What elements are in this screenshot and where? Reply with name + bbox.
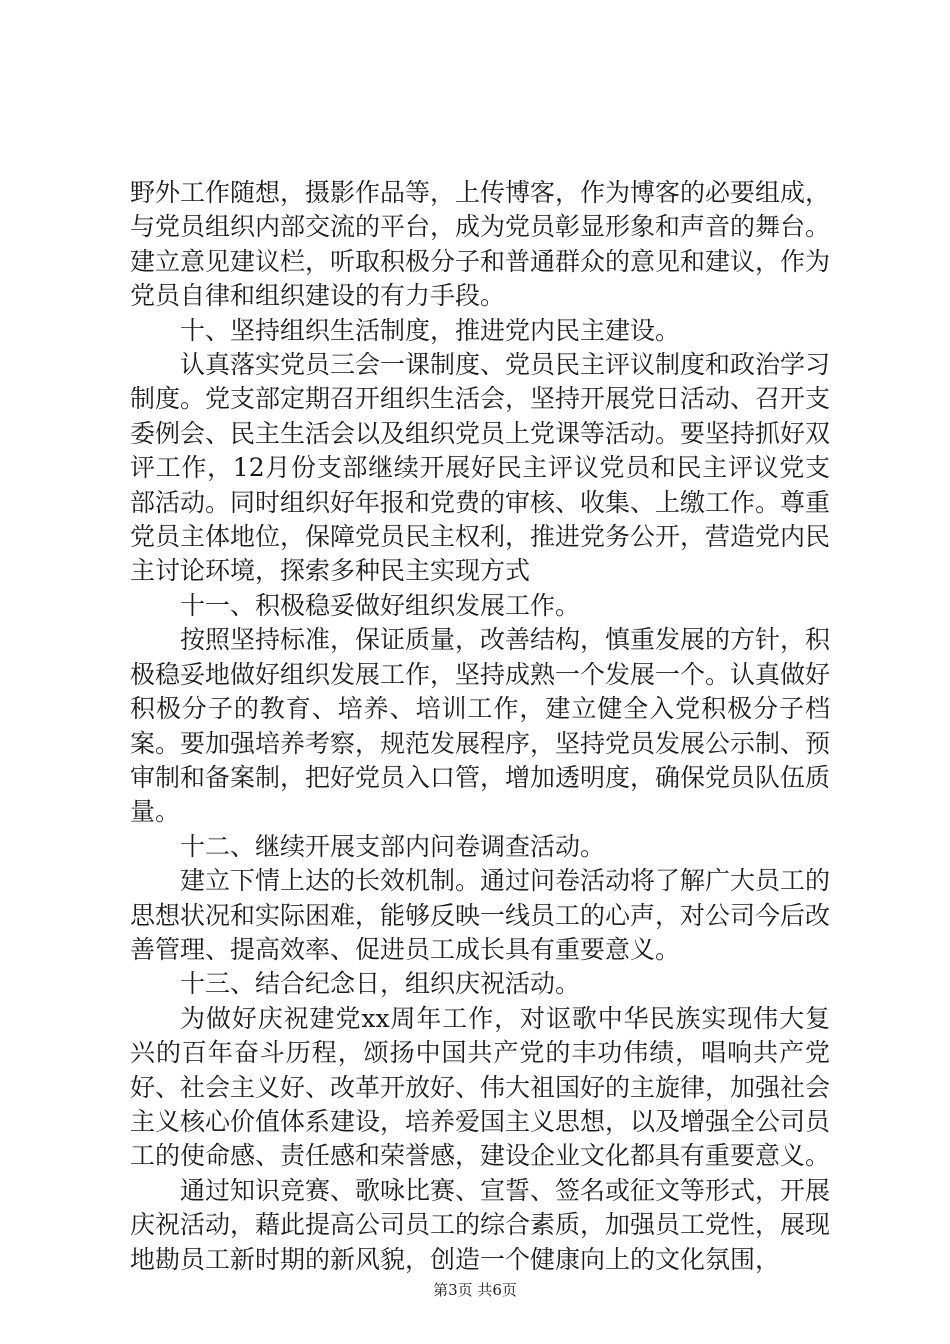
page-footer: 第3页 共6页	[433, 1281, 517, 1299]
section-heading-12: 十二、继续开展支部内问卷调查活动。	[180, 831, 606, 861]
section-heading-10: 十、坚持组织生活制度，推进党内民主建设。	[180, 315, 681, 345]
paragraph-3: 按照坚持标准，保证质量，改善结构，慎重发展的方针，积极稳妥地做好组织发展工作，坚持成熟一个发展一个。认真做好积极分子的教育、培养、培训工作，建立健全入党积极分子档案。要加强培养考察，规范发展程序，坚持党员发展公示制、预审制和备案制，把好党员入口管，增加透明度，确保党员队伍质量。	[130, 625, 831, 827]
paragraph-5: 为做好庆祝建党xx周年工作，对讴歌中华民族实现伟大复兴的百年奋斗历程，颂扬中国共产党的丰功伟绩，唱响共产党好、社会主义好、改革开放好、伟大祖国好的主旋律，加强社会主义核心价值体系建设，培养爱国主义思想，以及增强全公司员工的使命感、责任感和荣誉感，建设企业文化都具有重要意义。	[130, 1003, 831, 1171]
section-heading-13: 十三、结合纪念日，组织庆祝活动。	[180, 969, 581, 999]
document-body	[130, 176, 830, 1277]
paragraph-6: 通过知识竞赛、歌咏比赛、宣誓、签名或征文等形式，开展庆祝活动，藉此提高公司员工的综合素质，加强员工党性，展现地勘员工新时期的新风貌，创造一个健康向上的文化氛围，	[130, 1175, 831, 1274]
paragraph-4: 建立下情上达的长效机制。通过问卷活动将了解广大员工的思想状况和实际困难，能够反映一线员工的心声，对公司今后改善管理、提高效率、促进员工成长具有重要意义。	[130, 866, 831, 964]
paragraph-2: 认真落实党员三会一课制度、党员民主评议制度和政治学习制度。党支部定期召开组织生活会，坚持开展党日活动、召开支委例会、民主生活会以及组织党员上党课等活动。要坚持抓好双评工作，12月份支部继续开展好民主评议党员和民主评议党支部活动。同时组织好年报和党费的审核、收集、上缴工作。尊重党员主体地位，保障党员民主权利，推进党务公开，营造党内民主讨论环境，探索多种民主实现方式	[130, 350, 831, 586]
section-heading-11: 十一、积极稳妥做好组织发展工作。	[180, 590, 581, 620]
paragraph-1: 野外工作随想，摄影作品等，上传博客，作为博客的必要组成，与党员组织内部交流的平台，成为党员彰显形象和声音的舞台。建立意见建议栏，听取积极分子和普通群众的意见和建议，作为党员自律和组织建设的有力手段。	[130, 178, 831, 311]
